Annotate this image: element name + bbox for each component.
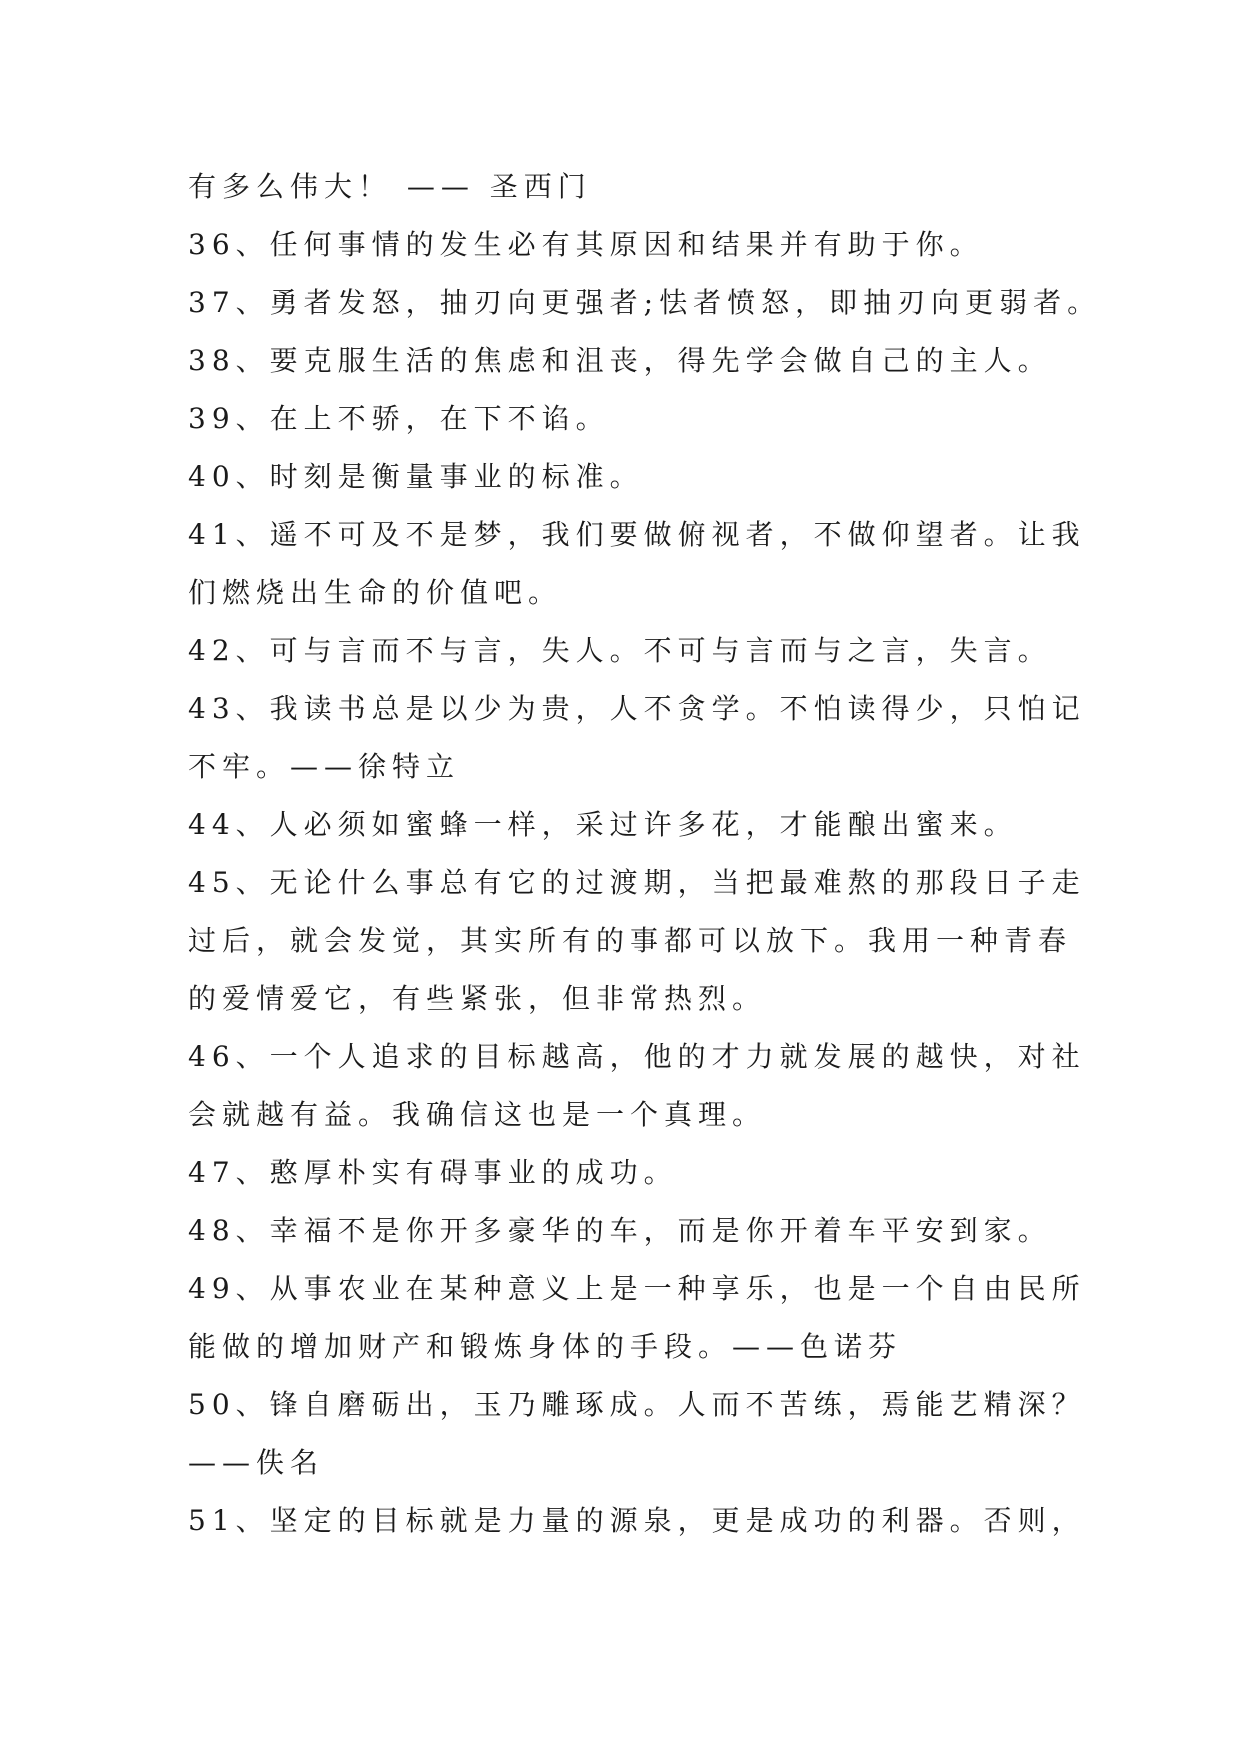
document-body [188, 158, 1102, 1550]
text-line: 43、我读书总是以少为贵，人不贪学。不怕读得少，只怕记 [188, 692, 1086, 725]
text-line: 45、无论什么事总有它的过渡期，当把最难熬的那段日子走 [188, 866, 1086, 899]
text-line: 37、勇者发怒，抽刃向更强者;怯者愤怒，即抽刃向更弱者。 [188, 286, 1102, 319]
text-line: 38、要克服生活的焦虑和沮丧，得先学会做自己的主人。 [188, 344, 1052, 377]
text-line: 51、坚定的目标就是力量的源泉，更是成功的利器。否则， [188, 1504, 1086, 1537]
text-line: 能做的增加财产和锻炼身体的手段。——色诺芬 [188, 1330, 903, 1363]
text-line: 44、人必须如蜜蜂一样，采过许多花，才能酿出蜜来。 [188, 808, 1018, 841]
text-line: 们燃烧出生命的价值吧。 [188, 576, 563, 609]
text-line: 46、一个人追求的目标越高，他的才力就发展的越快，对社 [188, 1040, 1086, 1073]
text-line: 36、任何事情的发生必有其原因和结果并有助于你。 [188, 228, 984, 261]
text-line: 过后，就会发觉，其实所有的事都可以放下。我用一种青春 [188, 924, 1073, 957]
text-line: 49、从事农业在某种意义上是一种享乐，也是一个自由民所 [188, 1272, 1086, 1305]
text-line: 48、幸福不是你开多豪华的车，而是你开着车平安到家。 [188, 1214, 1052, 1247]
text-line: 47、憨厚朴实有碍事业的成功。 [188, 1156, 678, 1189]
text-line: ——佚名 [188, 1446, 325, 1479]
text-line: 的爱情爱它，有些紧张，但非常热烈。 [188, 982, 767, 1015]
text-line: 会就越有益。我确信这也是一个真理。 [188, 1098, 767, 1131]
text-line: 不牢。——徐特立 [188, 750, 461, 783]
text-line: 40、时刻是衡量事业的标准。 [188, 460, 644, 493]
text-line: 有多么伟大！ —— 圣西门 [188, 170, 592, 203]
text-line: 42、可与言而不与言，失人。不可与言而与之言，失言。 [188, 634, 1052, 667]
text-line: 41、遥不可及不是梦，我们要做俯视者，不做仰望者。让我 [188, 518, 1086, 551]
text-line: 39、在上不骄，在下不谄。 [188, 402, 610, 435]
text-line: 50、锋自磨砺出，玉乃雕琢成。人而不苦练，焉能艺精深？ [188, 1388, 1086, 1421]
